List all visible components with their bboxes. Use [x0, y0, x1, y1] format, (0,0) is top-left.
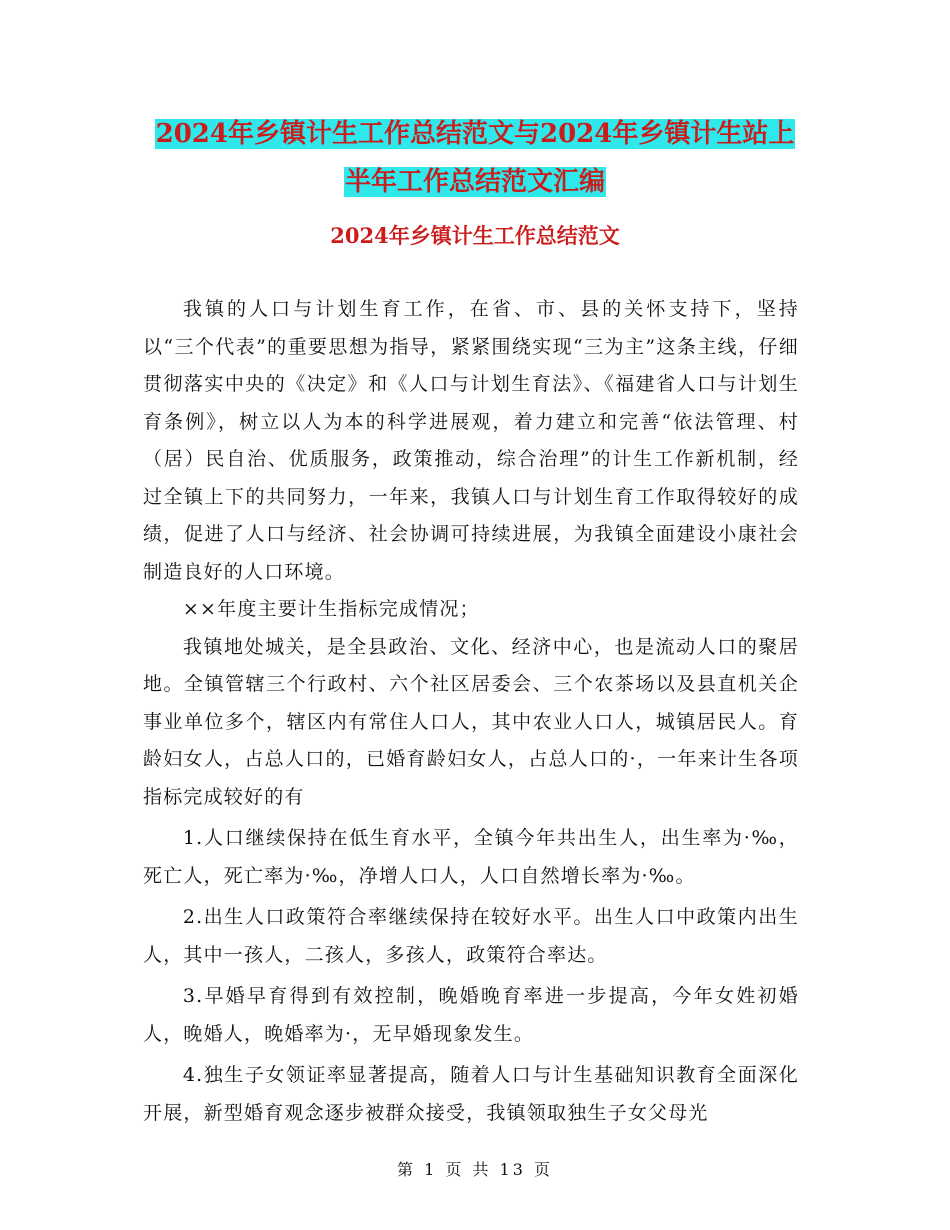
title-line-2: 半年工作总结范文汇编	[344, 167, 605, 197]
paragraph: 1.人口继续保持在低生育水平，全镇今年共出生人，出生率为·‰，死亡人，死亡率为·‰，净增人口人，人口自然增长率为·‰。	[143, 827, 799, 887]
section-title: 2024年乡镇计生工作总结范文	[330, 223, 620, 248]
paragraph: 4.独生子女领证率显著提高，随着人口与计生基础知识教育全面深化开展，新型婚育观念逐步被群众接受，我镇领取独生子女父母光	[143, 1064, 799, 1124]
paragraph: ××年度主要计生指标完成情况；	[182, 598, 480, 620]
document-body	[143, 291, 799, 1132]
paragraph: 我镇的人口与计划生育工作，在省、市、县的关怀支持下，坚持以“三个代表”的重要思想为指导，紧紧围绕实现“三为主”这条主线，仔细贯彻落实中央的《决定》和《人口与计划生育法》、《福建省人口与计划生育条例》，树立以人为本的科学进展观，着力建立和完善“依法管理、村（居）民自治、优质服务，政策推动，综合治理”的计生工作新机制，经过全镇上下的共同努力，一年来，我镇人口与计划生育工作取得较好的成绩，促进了人口与经济、社会协调可持续进展，为我镇全面建设小康社会制造良好的人口环境。	[143, 298, 799, 583]
document-title	[100, 110, 850, 206]
title-line-1: 2024年乡镇计生工作总结范文与2024年乡镇计生站上	[155, 119, 795, 149]
paragraph: 我镇地处城关，是全县政治、文化、经济中心，也是流动人口的聚居地。全镇管辖三个行政村、六个社区居委会、三个农茶场以及县直机关企事业单位多个，辖区内有常住人口人，其中农业人口人，城镇居民人。育龄妇女人，占总人口的，已婚育龄妇女人，占总人口的·，一年来计生各项指标完成较好的有	[143, 635, 799, 808]
paragraph: 3.早婚早育得到有效控制，晚婚晚育率进一步提高，今年女姓初婚人，晚婚人，晚婚率为·，无早婚现象发生。	[143, 985, 799, 1045]
paragraph: 2.出生人口政策符合率继续保持在较好水平。出生人口中政策内出生人，其中一孩人，二孩人，多孩人，政策符合率达。	[143, 906, 799, 966]
page-footer: 第 1 页 共 13 页	[397, 1160, 553, 1179]
